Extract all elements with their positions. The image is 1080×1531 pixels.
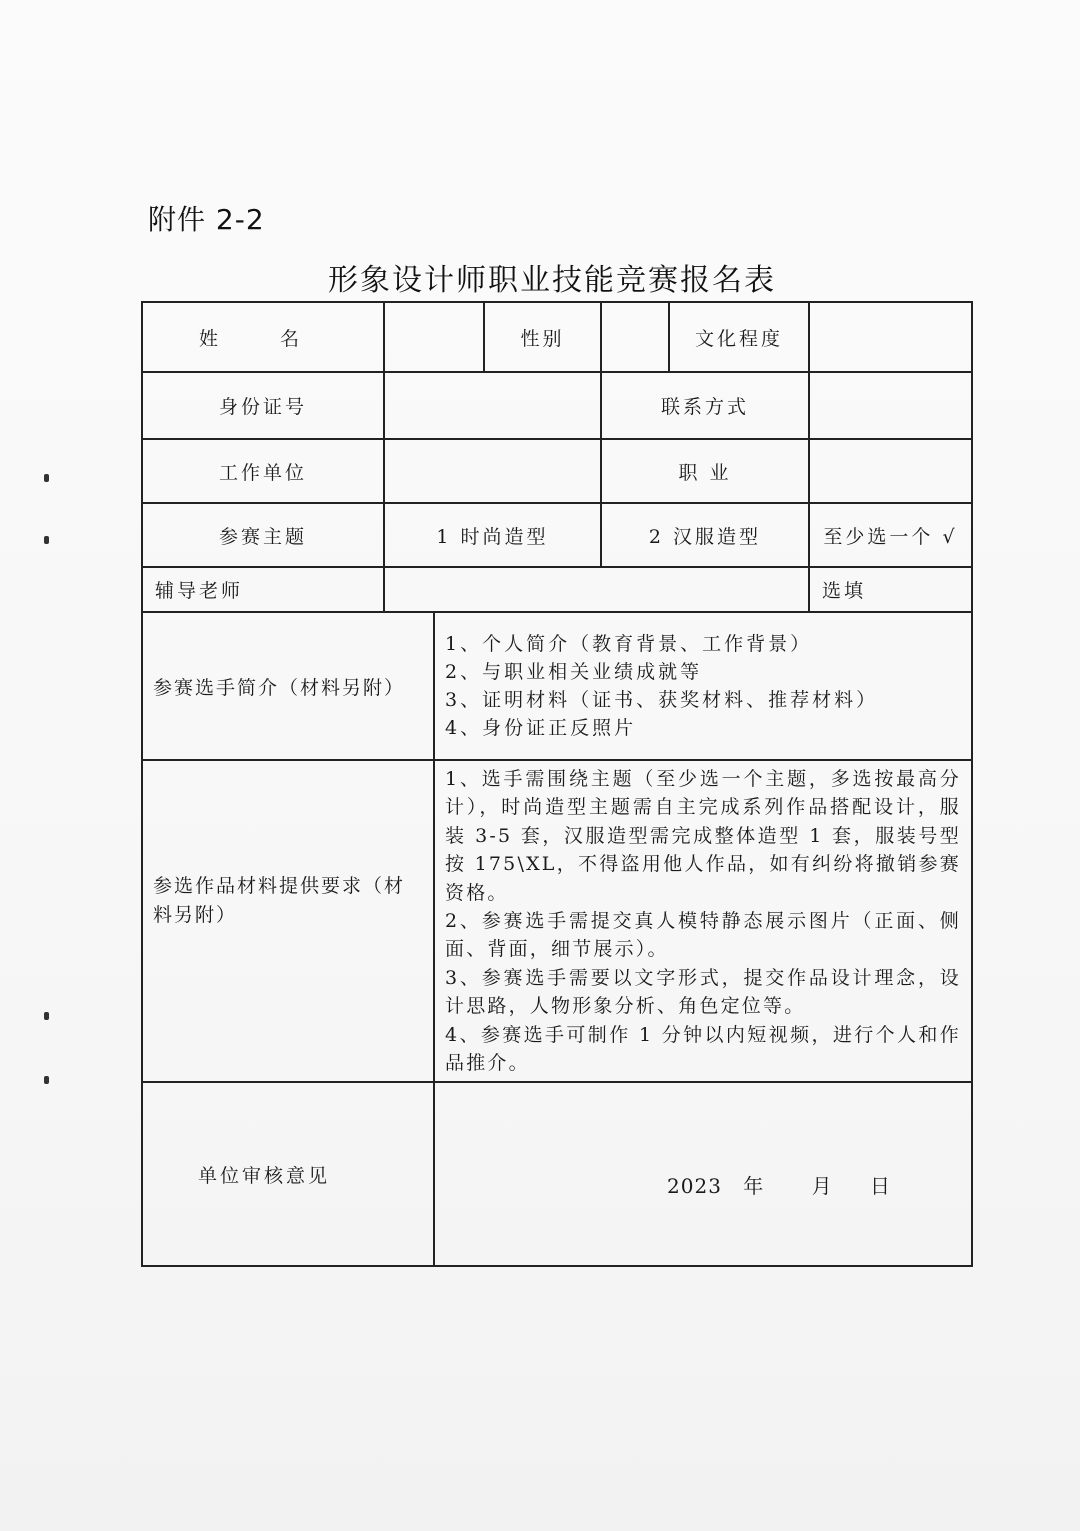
table-row [142, 567, 972, 612]
education-field[interactable] [809, 302, 972, 372]
contact-field[interactable] [809, 372, 972, 439]
table-row [142, 760, 972, 1082]
education-label: 文化程度 [669, 302, 809, 372]
work-unit-label: 工作单位 [142, 439, 384, 503]
table-row [142, 1082, 972, 1266]
occupation-field[interactable] [809, 439, 972, 503]
mentor-note: 选填 [809, 567, 972, 612]
theme-note: 至少选一个 √ [809, 503, 972, 567]
intro-label: 参赛选手简介（材料另附） [142, 612, 434, 760]
registration-form-table [141, 301, 973, 1267]
table-row [142, 503, 972, 567]
list-item: 4、身份证正反照片 [445, 717, 637, 739]
list-item: 4、参赛选手可制作 1 分钟以内短视频，进行个人和作品推介。 [445, 1023, 961, 1075]
name-field[interactable] [384, 302, 484, 372]
list-item: 1、选手需围绕主题（至少选一个主题，多选按最高分计），时尚造型主题需自主完成系列作品搭配设计，服装 3-5 套，汉服造型需完成整体造型 1 套，服装号型按 175\XL，不得盗用他人作品，如有纠纷将撤销参赛资格。 [445, 768, 961, 904]
mentor-field[interactable] [384, 567, 809, 612]
work-unit-field[interactable] [384, 439, 601, 503]
table-row [142, 372, 972, 439]
binding-hole-mark [44, 536, 49, 544]
gender-label: 性别 [484, 302, 601, 372]
list-item: 3、参赛选手需要以文字形式，提交作品设计理念，设计思路，人物形象分析、角色定位等。 [445, 966, 961, 1018]
review-year: 2023 [667, 1173, 722, 1198]
theme-option-hanfu[interactable]: 2 汉服造型 [601, 503, 809, 567]
attachment-label: 附件 2-2 [148, 203, 265, 236]
mentor-label: 辅导老师 [142, 567, 384, 612]
review-field[interactable] [434, 1082, 972, 1266]
form-title: 形象设计师职业技能竞赛报名表 [328, 263, 776, 298]
list-item: 1、个人简介（教育背景、工作背景） [445, 633, 813, 655]
id-number-field[interactable] [384, 372, 601, 439]
review-day-unit: 日 [870, 1173, 891, 1198]
theme-label: 参赛主题 [142, 503, 384, 567]
review-label: 单位审核意见 [142, 1082, 434, 1266]
list-item: 2、参赛选手需提交真人模特静态展示图片（正面、侧面、背面，细节展示）。 [445, 910, 961, 961]
review-year-unit: 年 [743, 1173, 765, 1198]
binding-hole-mark [44, 474, 49, 482]
id-number-label: 身份证号 [142, 372, 384, 439]
table-row [142, 439, 972, 503]
list-item: 2、与职业相关业绩成就等 [445, 661, 703, 683]
works-requirements [434, 760, 972, 1082]
gender-field[interactable] [601, 302, 669, 372]
list-item: 3、证明材料（证书、获奖材料、推荐材料） [445, 689, 879, 711]
theme-option-fashion[interactable]: 1 时尚造型 [384, 503, 601, 567]
occupation-label: 职 业 [601, 439, 809, 503]
intro-requirements [434, 612, 972, 760]
binding-hole-mark [44, 1076, 49, 1084]
table-row [142, 302, 972, 372]
table-row [142, 612, 972, 760]
contact-label: 联系方式 [601, 372, 809, 439]
works-label: 参选作品材料提供要求（材料另附） [142, 760, 434, 1082]
review-month-unit: 月 [811, 1173, 833, 1198]
name-label: 姓 名 [142, 302, 384, 372]
binding-hole-mark [44, 1012, 49, 1020]
